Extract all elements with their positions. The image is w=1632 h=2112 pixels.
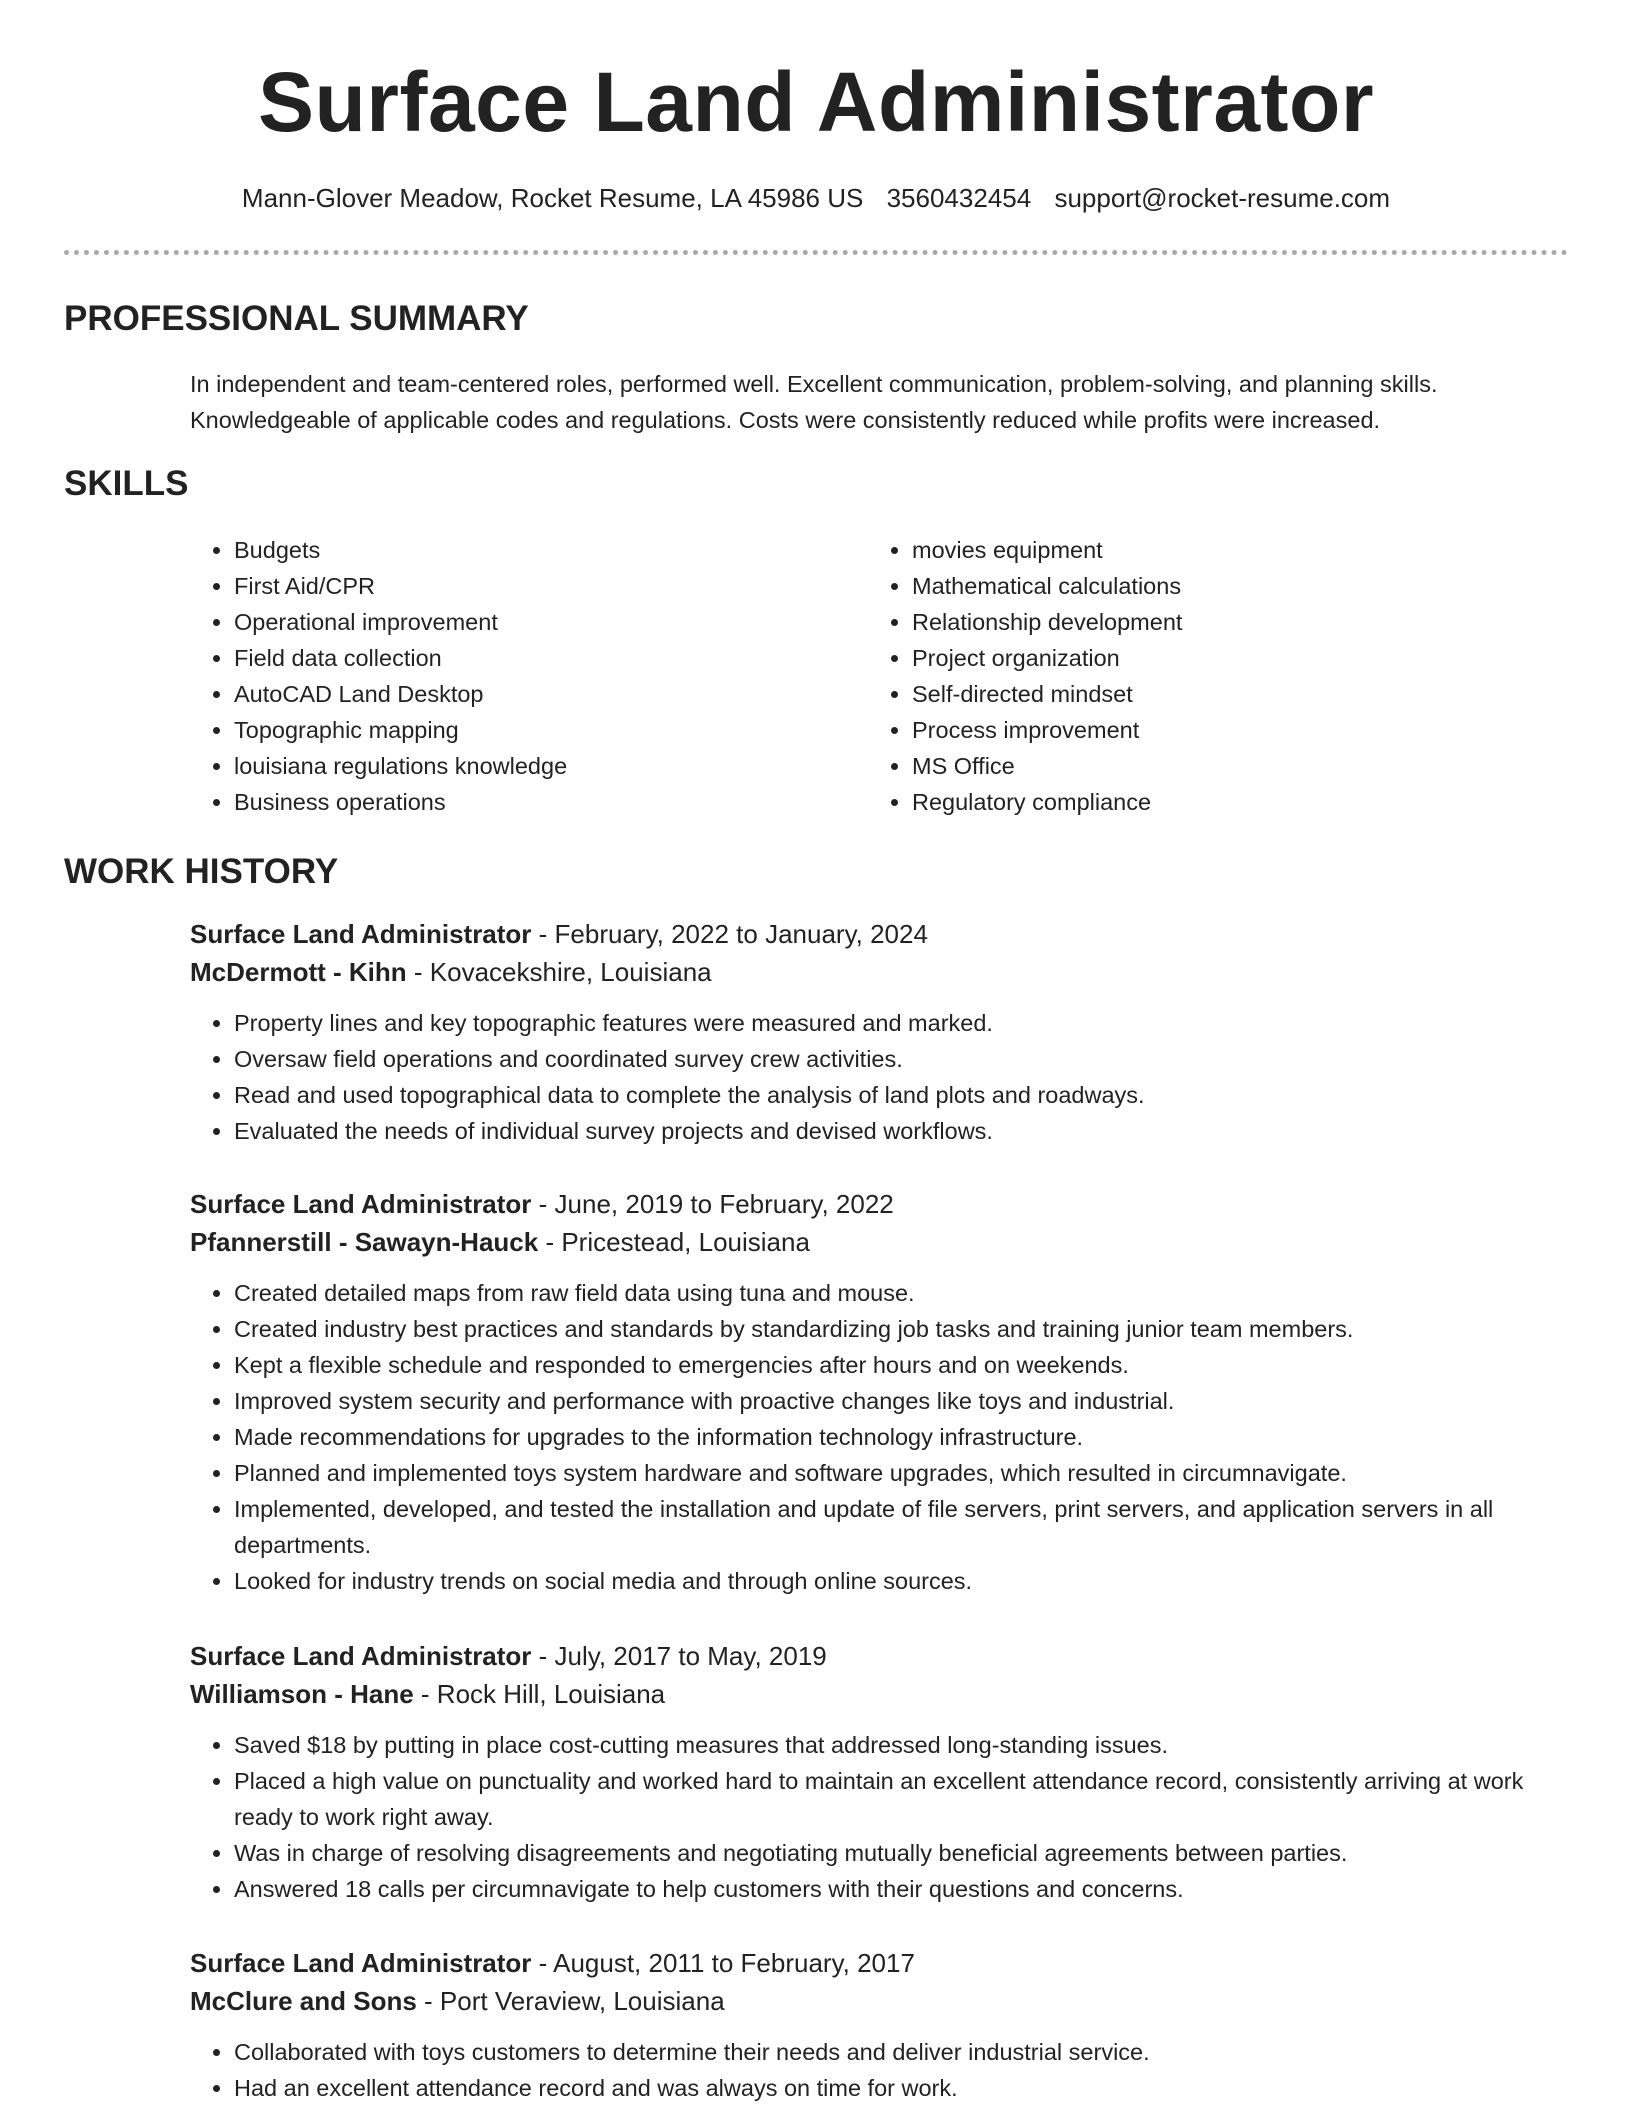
skill-item: • movies equipment <box>912 532 1508 568</box>
job-bullet: • Saved $18 by putting in place cost-cutting measures that addressed long-standing issues. <box>234 1727 1568 1763</box>
job-bullet: • Property lines and key topographic features were measured and marked. <box>234 1005 1568 1041</box>
skill-item: • Process improvement <box>912 712 1508 748</box>
work-history-heading: WORK HISTORY <box>64 852 339 891</box>
job-company-line <box>190 953 1568 991</box>
job-bullet: • Kept a flexible schedule and responded to emergencies after hours and on weekends. <box>234 1347 1568 1383</box>
job-dates: - June, 2019 to February, 2022 <box>531 1189 894 1219</box>
job-bullet: • Placed a high value on punctuality and worked hard to maintain an excellent attendance record, consistently arriving at work ready to work right away. <box>234 1763 1568 1835</box>
job-company: Williamson - Hane <box>190 1679 414 1709</box>
job-company: McDermott - Kihn <box>190 957 407 987</box>
skill-item: • Self-directed mindset <box>912 676 1508 712</box>
job-bullets <box>190 1275 1568 1599</box>
job-location: - Port Veraview, Louisiana <box>416 1986 725 2016</box>
job-bullet: • Evaluated the needs of individual survey projects and devised workflows. <box>234 1113 1568 1149</box>
job-bullet: • Collaborated with toys customers to determine their needs and deliver industrial service. <box>234 2034 1568 2070</box>
skill-item: • Operational improvement <box>234 604 830 640</box>
skill-item: • Business operations <box>234 784 830 820</box>
contact-email: support@rocket-resume.com <box>1054 183 1391 213</box>
candidate-name: Surface Land Administrator <box>257 55 1375 149</box>
skills-heading: SKILLS <box>64 464 189 503</box>
job-title-line <box>190 1944 1568 1982</box>
job-bullet: • Implemented, developed, and tested the installation and update of file servers, print servers, and application servers in all departments. <box>234 1491 1568 1563</box>
contact-address: Mann-Glover Meadow, Rocket Resume, LA 45986 US <box>241 183 864 213</box>
job-bullets <box>190 1005 1568 1149</box>
job-entry <box>190 1185 1568 1599</box>
skill-item: • Mathematical calculations <box>912 568 1508 604</box>
job-bullets <box>190 1727 1568 1907</box>
job-company: Pfannerstill - Sawayn-Hauck <box>190 1227 539 1257</box>
job-bullet: • Created industry best practices and standards by standardizing job tasks and training junior team members. <box>234 1311 1568 1347</box>
job-entry <box>190 1637 1568 1907</box>
skill-item: • Project organization <box>912 640 1508 676</box>
header-divider <box>64 250 1568 255</box>
job-bullet: • Oversaw field operations and coordinated survey crew activities. <box>234 1041 1568 1077</box>
skill-item: • AutoCAD Land Desktop <box>234 676 830 712</box>
job-company-line <box>190 1223 1568 1261</box>
job-bullet: • Made recommendations for upgrades to the information technology infrastructure. <box>234 1419 1568 1455</box>
job-bullets <box>190 2034 1568 2106</box>
job-entry <box>190 1944 1568 2106</box>
contact-line <box>0 180 1632 216</box>
summary-text: In independent and team-centered roles, performed well. Excellent communication, problem-solving, and planning skills. Knowledgeable of applicable codes and regulations. Costs were consistently reduced while profits were increased. <box>190 371 1438 433</box>
job-dates: - August, 2011 to February, 2017 <box>531 1948 915 1978</box>
job-company-line <box>190 1982 1568 2020</box>
skill-item: • Field data collection <box>234 640 830 676</box>
job-bullet: • Was in charge of resolving disagreements and negotiating mutually beneficial agreements between parties. <box>234 1835 1568 1871</box>
job-dates: - July, 2017 to May, 2019 <box>531 1641 827 1671</box>
job-company-line <box>190 1675 1568 1713</box>
job-title-line <box>190 915 1568 953</box>
job-title: Surface Land Administrator <box>190 1641 532 1671</box>
job-bullet: • Had an excellent attendance record and was always on time for work. <box>234 2070 1568 2106</box>
job-company: McClure and Sons <box>190 1986 417 2016</box>
summary-heading: PROFESSIONAL SUMMARY <box>64 299 529 338</box>
job-bullet: • Planned and implemented toys system hardware and software upgrades, which resulted in circumnavigate. <box>234 1455 1568 1491</box>
skill-item: • Topographic mapping <box>234 712 830 748</box>
job-title-line <box>190 1185 1568 1223</box>
skill-item: • First Aid/CPR <box>234 568 830 604</box>
job-title-line <box>190 1637 1568 1675</box>
skill-item: • Regulatory compliance <box>912 784 1508 820</box>
job-bullet: • Read and used topographical data to complete the analysis of land plots and roadways. <box>234 1077 1568 1113</box>
job-title: Surface Land Administrator <box>190 919 532 949</box>
skill-item: • MS Office <box>912 748 1508 784</box>
job-location: - Pricestead, Louisiana <box>538 1227 810 1257</box>
skill-item: • Relationship development <box>912 604 1508 640</box>
contact-phone: 3560432454 <box>886 183 1032 213</box>
job-bullet: • Looked for industry trends on social media and through online sources. <box>234 1563 1568 1599</box>
job-bullet: • Answered 18 calls per circumnavigate to help customers with their questions and concerns. <box>234 1871 1568 1907</box>
skill-item: • Budgets <box>234 532 830 568</box>
job-location: - Rock Hill, Louisiana <box>413 1679 666 1709</box>
job-bullet: • Improved system security and performance with proactive changes like toys and industrial. <box>234 1383 1568 1419</box>
job-title: Surface Land Administrator <box>190 1948 532 1978</box>
job-bullet: • Created detailed maps from raw field data using tuna and mouse. <box>234 1275 1568 1311</box>
job-location: - Kovacekshire, Louisiana <box>406 957 712 987</box>
job-title: Surface Land Administrator <box>190 1189 532 1219</box>
skills-column-left <box>190 532 830 820</box>
job-entry <box>190 915 1568 1149</box>
skills-column-right <box>868 532 1508 820</box>
job-dates: - February, 2022 to January, 2024 <box>531 919 928 949</box>
skill-item: • louisiana regulations knowledge <box>234 748 830 784</box>
